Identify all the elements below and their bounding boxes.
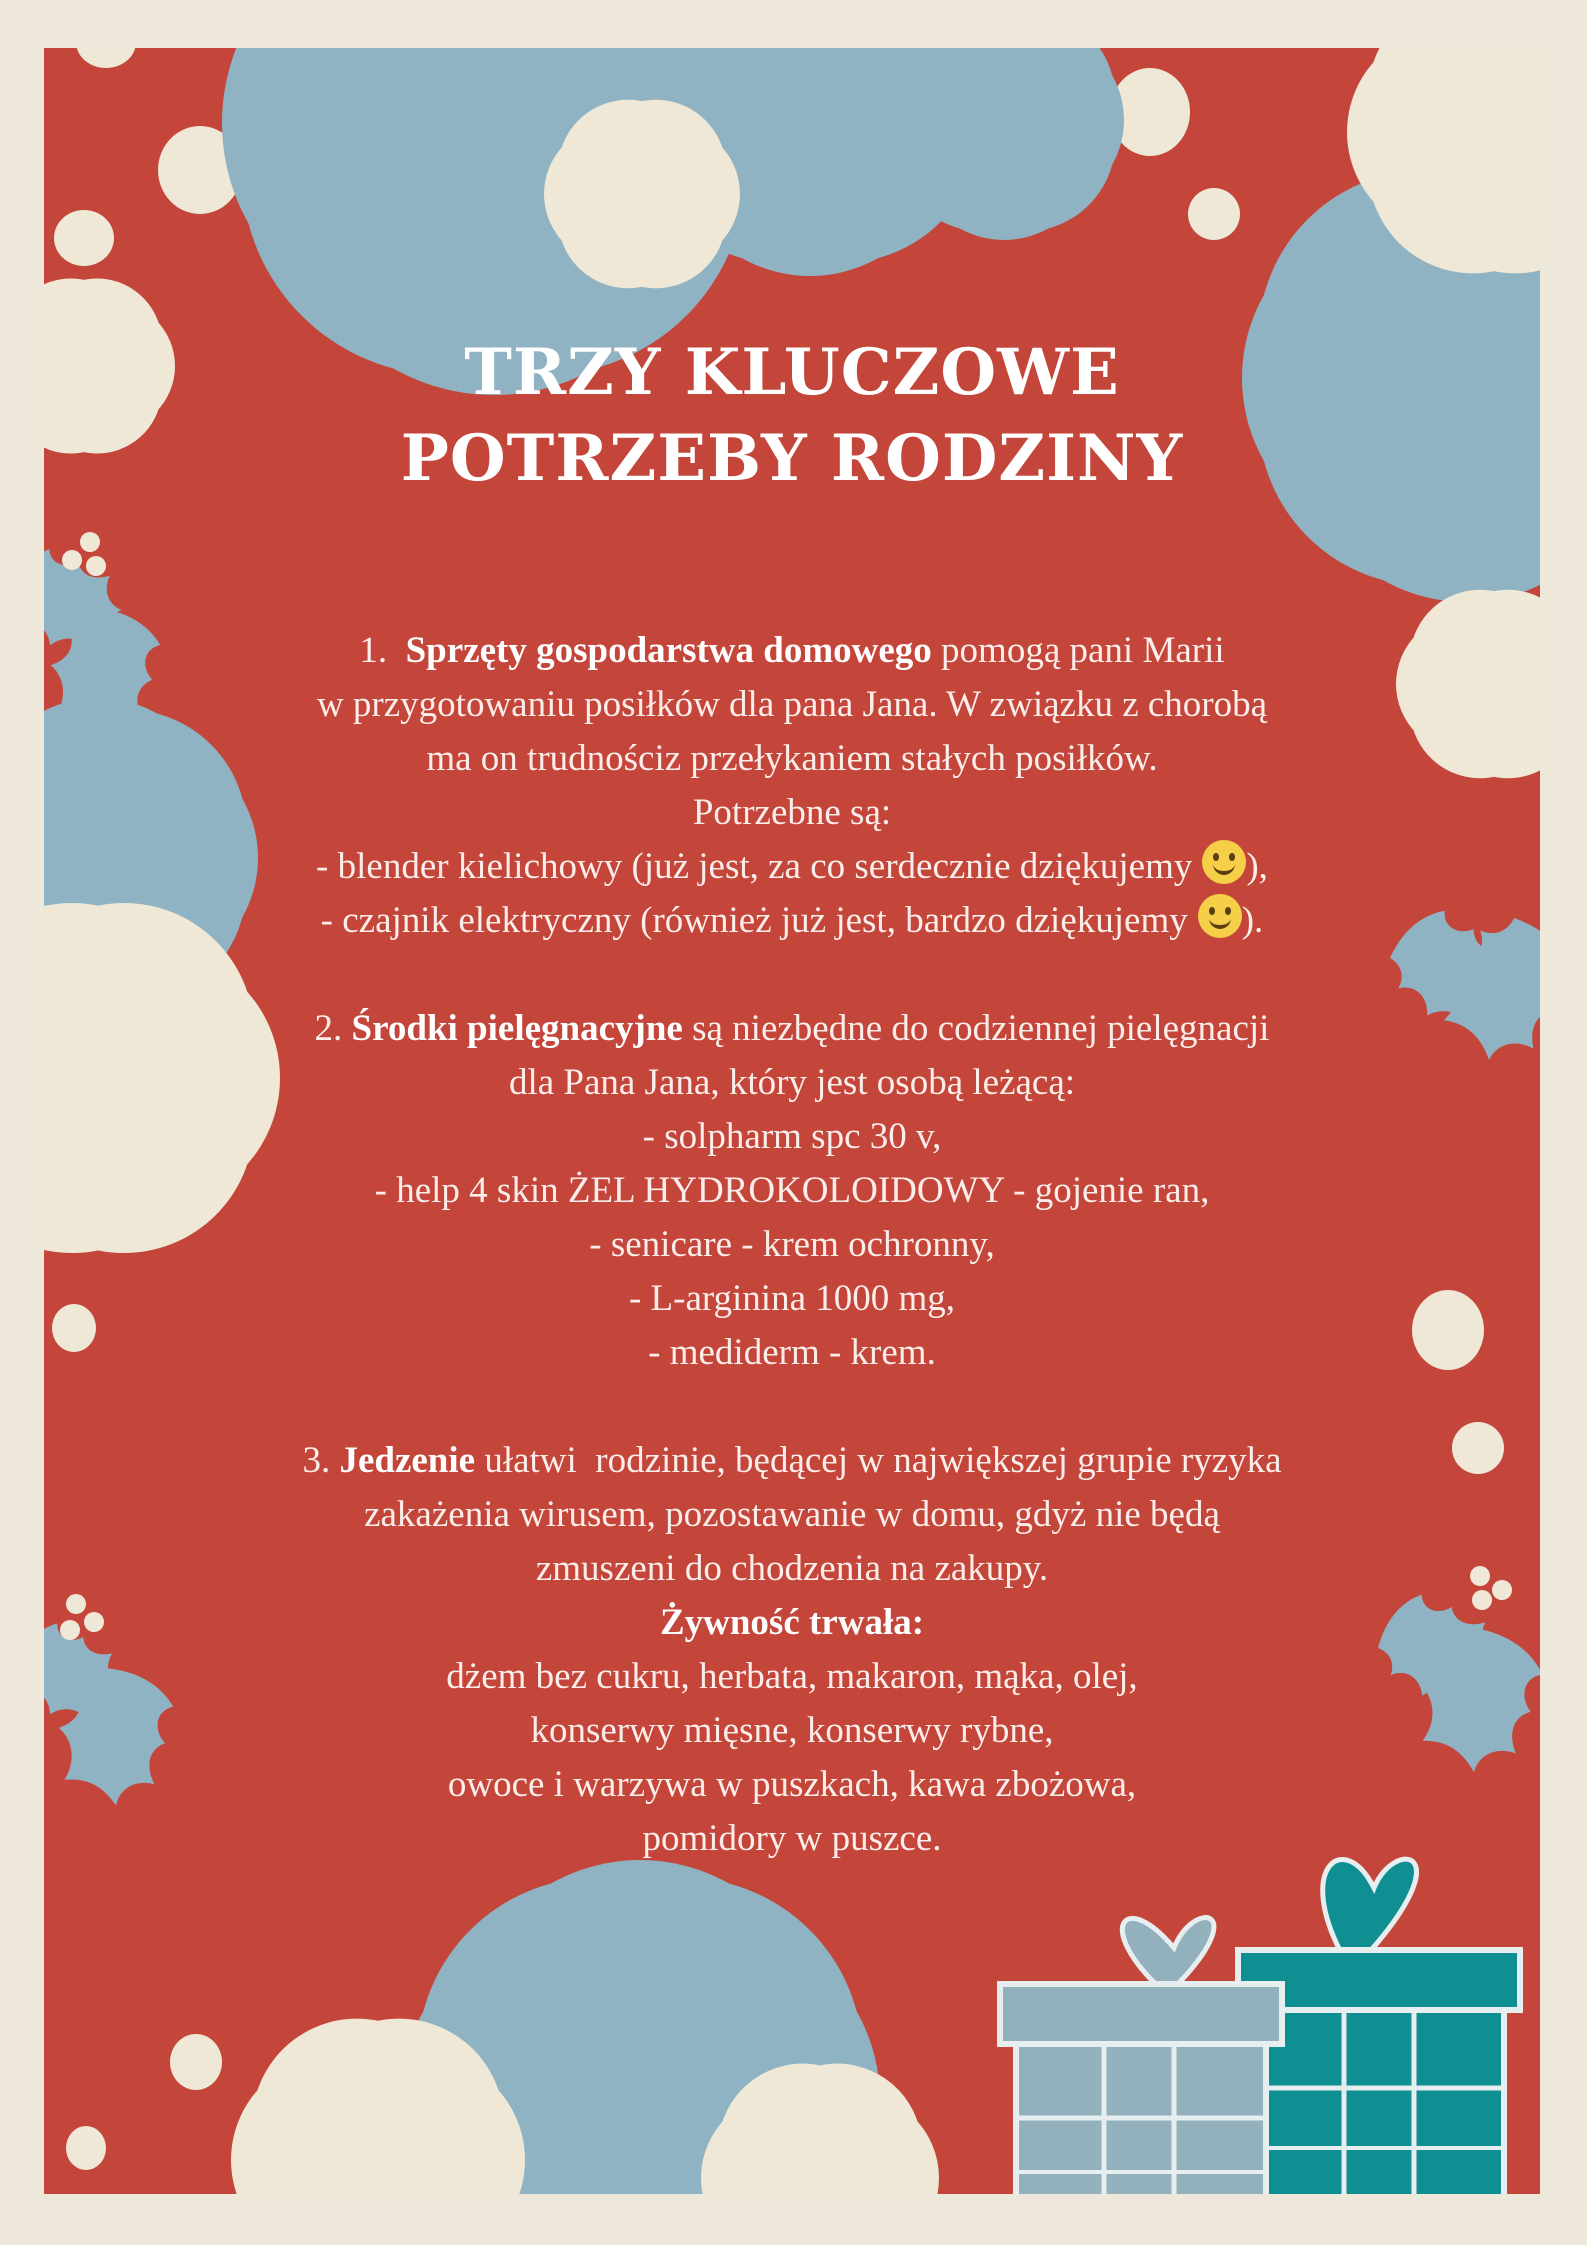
list-item: dżem bez cukru, herbata, makaron, mąka, olej, [446, 1656, 1138, 1697]
list-item: konserwy mięsne, konserwy rybne, [530, 1710, 1054, 1751]
text-line: Potrzebne są: [692, 792, 892, 833]
poster-card [44, 48, 1540, 2194]
text-line: zakażenia wirusem, pozostawanie w domu, gdyż nie będą [364, 1494, 1220, 1535]
smiley-icon [1198, 894, 1242, 938]
section-heading: Sprzęty gospodarstwa domowego [405, 630, 932, 671]
list-item-text: - blender kielichowy (już jest, za co serdecznie dziękujemy [316, 846, 1193, 887]
list-item: - help 4 skin ŻEL HYDROKOLOIDOWY - gojenie ran, [374, 1170, 1210, 1211]
text-line: są niezbędne do codziennej pielęgnacji [682, 1008, 1270, 1049]
subheading [44, 1596, 1540, 1650]
text-line: ma on trudnościz przełykaniem stałych posiłków. [426, 738, 1158, 779]
title-line-1: TRZY KLUCZOWE [464, 335, 1120, 410]
section-heading: Środki pielęgnacyjne [351, 1008, 683, 1049]
list-item [44, 840, 1540, 894]
list-item-text: - czajnik elektryczny (również już jest, bardzo dziękujemy [320, 900, 1188, 941]
section-1-first-line [44, 624, 1540, 678]
section-3-first-line [44, 1434, 1540, 1488]
text-line: ułatwi rodzinie, będącej w największej grupie ryzyka [475, 1440, 1282, 1481]
text-line: w przygotowaniu posiłków dla pana Jana. W związku z chorobą [316, 684, 1268, 725]
list-item: pomidory w puszce. [642, 1818, 942, 1859]
list-item: - solpharm spc 30 v, [642, 1116, 942, 1157]
list-item: - L-arginina 1000 mg, [628, 1278, 956, 1319]
smiley-icon [1202, 840, 1246, 884]
section-household [44, 624, 1540, 948]
section-number: 1. [359, 630, 388, 671]
list-item-close: ), [1246, 846, 1268, 887]
page-title [44, 330, 1540, 502]
text-line: zmuszeni do chodzenia na zakupy. [535, 1548, 1049, 1589]
section-care-products [44, 1002, 1540, 1380]
spacer [44, 1380, 1540, 1434]
section-number: 2. [314, 1008, 343, 1049]
list-item: owoce i warzywa w puszkach, kawa zbożowa, [447, 1764, 1137, 1805]
needs-list [44, 624, 1540, 1866]
section-heading: Jedzenie [339, 1440, 476, 1481]
spacer [44, 948, 1540, 1002]
list-item [44, 894, 1540, 948]
title-line-2: POTRZEBY RODZINY [400, 421, 1184, 496]
list-item: - senicare - krem ochronny, [589, 1224, 995, 1265]
section-number: 3. [302, 1440, 331, 1481]
text-line: pomogą pani Marii [941, 630, 1225, 671]
subheading-text: Żywność trwała: [659, 1602, 925, 1643]
list-item-close: ). [1241, 900, 1264, 941]
section-2-first-line [44, 1002, 1540, 1056]
list-item: - mediderm - krem. [648, 1332, 936, 1373]
text-line: dla Pana Jana, który jest osobą leżącą: [508, 1062, 1076, 1103]
section-food [44, 1434, 1540, 1866]
